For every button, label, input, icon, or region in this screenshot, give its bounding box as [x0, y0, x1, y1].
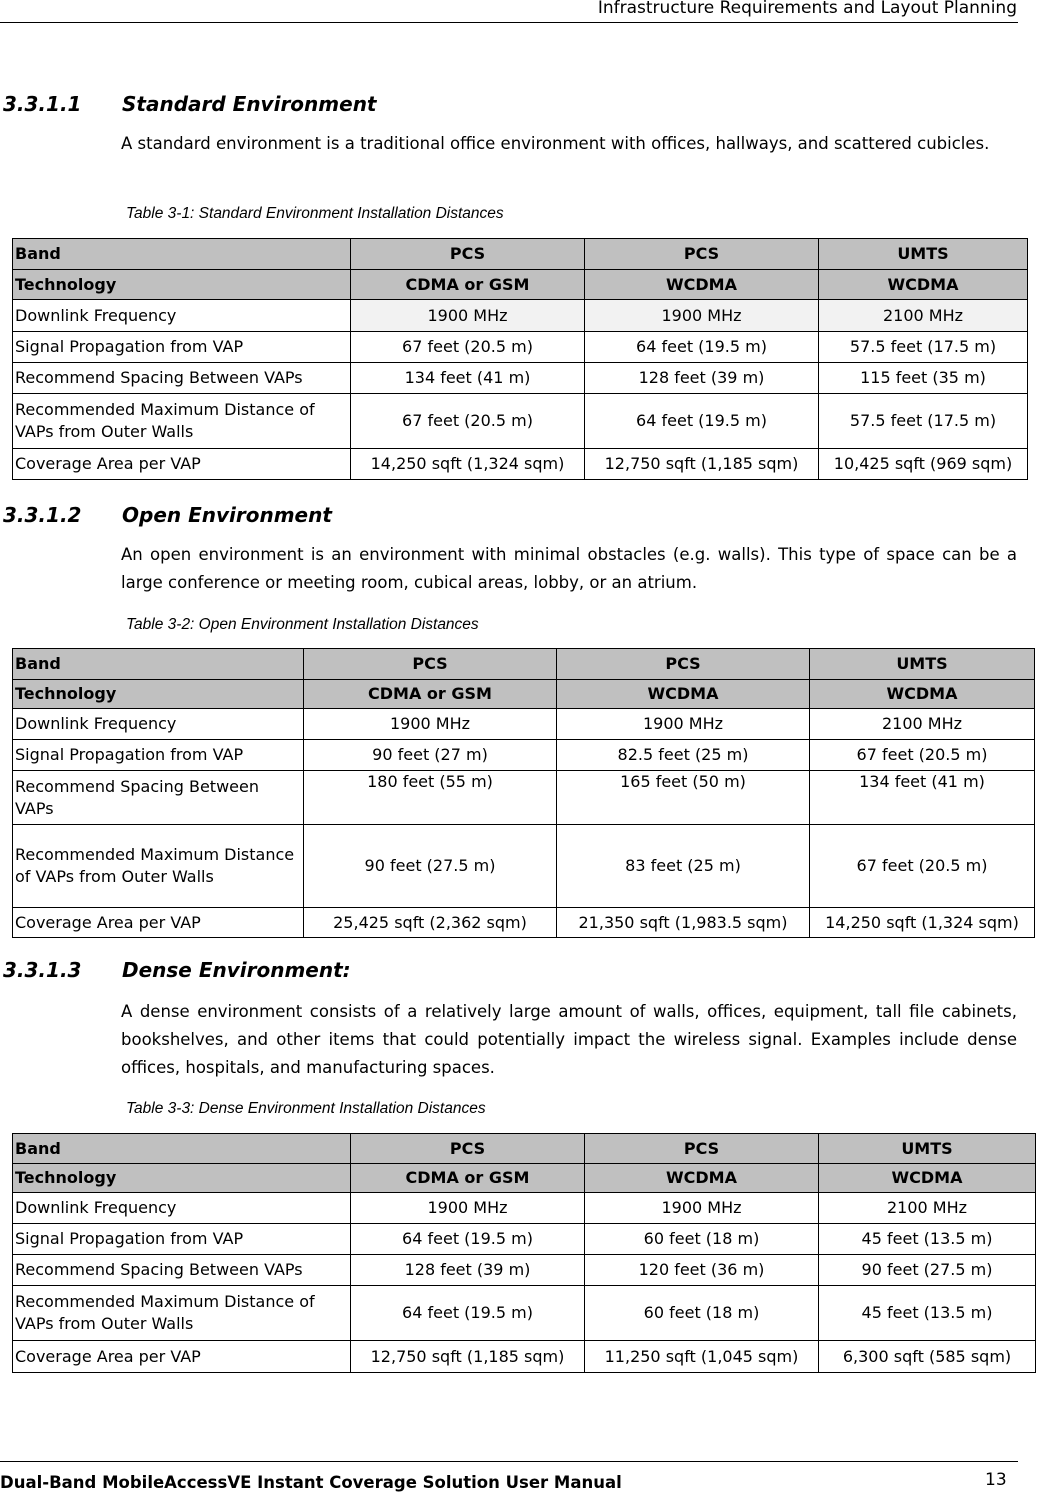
- table-row: [13, 740, 1035, 771]
- table-cell: 64 feet (19.5 m): [585, 332, 819, 363]
- table-row: [13, 825, 1035, 908]
- table-cell: 60 feet (18 m): [585, 1224, 819, 1255]
- table-row: [13, 1224, 1036, 1255]
- table-cell: 134 feet (41 m): [351, 363, 585, 394]
- table-cell: Recommended Maximum Distance of VAPs from Outer Walls: [13, 1286, 351, 1341]
- table-cell: 64 feet (19.5 m): [585, 394, 819, 449]
- table-cell: 1900 MHz: [351, 300, 585, 332]
- table-row: [13, 908, 1035, 938]
- table-cell: 180 feet (55 m): [304, 771, 557, 825]
- table-cell: 90 feet (27 m): [304, 740, 557, 771]
- table-row: [13, 1255, 1036, 1286]
- table-cell: 57.5 feet (17.5 m): [819, 332, 1028, 363]
- table-cell: Technology: [13, 680, 304, 709]
- table-row: [13, 709, 1035, 740]
- table-cell: 14,250 sqft (1,324 sqm): [351, 449, 585, 480]
- table-cell: 45 feet (13.5 m): [819, 1286, 1036, 1341]
- table-cell: PCS: [557, 649, 810, 680]
- table-cell: 1900 MHz: [585, 1193, 819, 1224]
- table-row: [13, 332, 1028, 363]
- table-caption: Table 3-3: Dense Environment Installation Distances: [126, 1100, 486, 1117]
- table-cell: 67 feet (20.5 m): [351, 332, 585, 363]
- table-cell: PCS: [585, 1134, 819, 1164]
- table-cell: UMTS: [810, 649, 1035, 680]
- footer-divider: [0, 1461, 1018, 1462]
- table-caption: Table 3-1: Standard Environment Installation Distances: [126, 205, 504, 222]
- table-cell: PCS: [351, 239, 585, 270]
- table-row: [13, 1286, 1036, 1341]
- section-number: 3.3.1.3: [3, 958, 82, 982]
- table-cell: CDMA or GSM: [351, 1164, 585, 1193]
- table-cell: 82.5 feet (25 m): [557, 740, 810, 771]
- table-cell: Coverage Area per VAP: [13, 908, 304, 938]
- section-title: Open Environment: [122, 503, 332, 527]
- table-cell: Recommended Maximum Distance of VAPs from Outer Walls: [13, 394, 351, 449]
- table-cell: CDMA or GSM: [304, 680, 557, 709]
- table-cell: 67 feet (20.5 m): [351, 394, 585, 449]
- table-row: [13, 1193, 1036, 1224]
- table-cell: 90 feet (27.5 m): [819, 1255, 1036, 1286]
- table-cell: 12,750 sqft (1,185 sqm): [351, 1341, 585, 1373]
- table-cell: 25,425 sqft (2,362 sqm): [304, 908, 557, 938]
- table-header-row: [13, 239, 1028, 270]
- table-cell: Signal Propagation from VAP: [13, 740, 304, 771]
- table-row: [13, 300, 1028, 332]
- table-cell: PCS: [585, 239, 819, 270]
- table-cell: 115 feet (35 m): [819, 363, 1028, 394]
- table-cell: Technology: [13, 1164, 351, 1193]
- section-paragraph: A dense environment consists of a relatively large amount of walls, offices, equipment, tall file cabinets, bookshelves, and other items that could potentially impact the wireless signal. Examples include dense offices, hospitals, and manufacturing spaces.: [121, 1002, 1017, 1077]
- table-cell: Recommend Spacing Between VAPs: [13, 771, 304, 825]
- table-cell: WCDMA: [585, 270, 819, 300]
- table-cell: 64 feet (19.5 m): [351, 1224, 585, 1255]
- table-cell: Band: [13, 239, 351, 270]
- table-cell: Band: [13, 1134, 351, 1164]
- table-cell: PCS: [304, 649, 557, 680]
- table-cell: PCS: [351, 1134, 585, 1164]
- table-row: [13, 394, 1028, 449]
- header-divider: [0, 22, 1018, 23]
- table-cell: WCDMA: [585, 1164, 819, 1193]
- table-cell: Recommend Spacing Between VAPs: [13, 363, 351, 394]
- table-cell: Band: [13, 649, 304, 680]
- table-cell: 67 feet (20.5 m): [810, 825, 1035, 908]
- table-cell: 12,750 sqft (1,185 sqm): [585, 449, 819, 480]
- table-cell: 14,250 sqft (1,324 sqm): [810, 908, 1035, 938]
- table-cell: Recommend Spacing Between VAPs: [13, 1255, 351, 1286]
- table-cell: 64 feet (19.5 m): [351, 1286, 585, 1341]
- table-cell: 1900 MHz: [557, 709, 810, 740]
- table-header-row: [13, 1134, 1036, 1164]
- table-caption: Table 3-2: Open Environment Installation Distances: [126, 616, 479, 633]
- table-row: [13, 771, 1035, 825]
- table-cell: 128 feet (39 m): [351, 1255, 585, 1286]
- standard-environment-table: [12, 238, 1028, 480]
- section-paragraph: An open environment is an environment with minimal obstacles (e.g. walls). This type of space can be a large conference or meeting room, cubical areas, lobby, or an atrium.: [121, 545, 1017, 592]
- table-cell: 57.5 feet (17.5 m): [819, 394, 1028, 449]
- section-title: Dense Environment:: [122, 958, 351, 982]
- table-cell: UMTS: [819, 1134, 1036, 1164]
- table-cell: 2100 MHz: [819, 300, 1028, 332]
- table-cell: 83 feet (25 m): [557, 825, 810, 908]
- table-cell: Signal Propagation from VAP: [13, 1224, 351, 1255]
- table-cell: 60 feet (18 m): [585, 1286, 819, 1341]
- table-cell: 67 feet (20.5 m): [810, 740, 1035, 771]
- table-cell: 21,350 sqft (1,983.5 sqm): [557, 908, 810, 938]
- table-cell: WCDMA: [819, 270, 1028, 300]
- table-cell: Coverage Area per VAP: [13, 449, 351, 480]
- table-cell: Signal Propagation from VAP: [13, 332, 351, 363]
- table-cell: UMTS: [819, 239, 1028, 270]
- section-paragraph: A standard environment is a traditional office environment with offices, hallways, and scattered cubicles.: [121, 134, 990, 153]
- table-cell: 1900 MHz: [304, 709, 557, 740]
- table-cell: 90 feet (27.5 m): [304, 825, 557, 908]
- table-cell: 1900 MHz: [585, 300, 819, 332]
- page-header-title: Infrastructure Requirements and Layout Planning: [597, 0, 1017, 18]
- table-cell: Downlink Frequency: [13, 1193, 351, 1224]
- table-row: [13, 449, 1028, 480]
- table-cell: CDMA or GSM: [351, 270, 585, 300]
- table-cell: WCDMA: [819, 1164, 1036, 1193]
- table-cell: 1900 MHz: [351, 1193, 585, 1224]
- table-cell: 134 feet (41 m): [810, 771, 1035, 825]
- table-cell: WCDMA: [810, 680, 1035, 709]
- table-cell: 120 feet (36 m): [585, 1255, 819, 1286]
- table-cell: 2100 MHz: [810, 709, 1035, 740]
- section-number: 3.3.1.2: [3, 503, 82, 527]
- table-header-row: [13, 1164, 1036, 1193]
- table-header-row: [13, 680, 1035, 709]
- table-cell: 10,425 sqft (969 sqm): [819, 449, 1028, 480]
- table-cell: WCDMA: [557, 680, 810, 709]
- table-row: [13, 1341, 1036, 1373]
- table-header-row: [13, 270, 1028, 300]
- table-cell: 165 feet (50 m): [557, 771, 810, 825]
- table-row: [13, 363, 1028, 394]
- table-cell: Downlink Frequency: [13, 300, 351, 332]
- table-cell: 11,250 sqft (1,045 sqm): [585, 1341, 819, 1373]
- table-cell: Technology: [13, 270, 351, 300]
- section-title: Standard Environment: [122, 92, 377, 116]
- dense-environment-table: [12, 1133, 1036, 1373]
- section-number: 3.3.1.1: [3, 92, 82, 116]
- page-number: 13: [985, 1470, 1007, 1490]
- table-cell: 6,300 sqft (585 sqm): [819, 1341, 1036, 1373]
- open-environment-table: [12, 648, 1035, 938]
- table-cell: Recommended Maximum Distance of VAPs from Outer Walls: [13, 825, 304, 908]
- table-cell: 128 feet (39 m): [585, 363, 819, 394]
- table-cell: 2100 MHz: [819, 1193, 1036, 1224]
- table-cell: Coverage Area per VAP: [13, 1341, 351, 1373]
- table-cell: Downlink Frequency: [13, 709, 304, 740]
- table-cell: 45 feet (13.5 m): [819, 1224, 1036, 1255]
- table-header-row: [13, 649, 1035, 680]
- footer-manual-title: Dual-Band MobileAccessVE Instant Coverage Solution User Manual: [0, 1473, 622, 1492]
